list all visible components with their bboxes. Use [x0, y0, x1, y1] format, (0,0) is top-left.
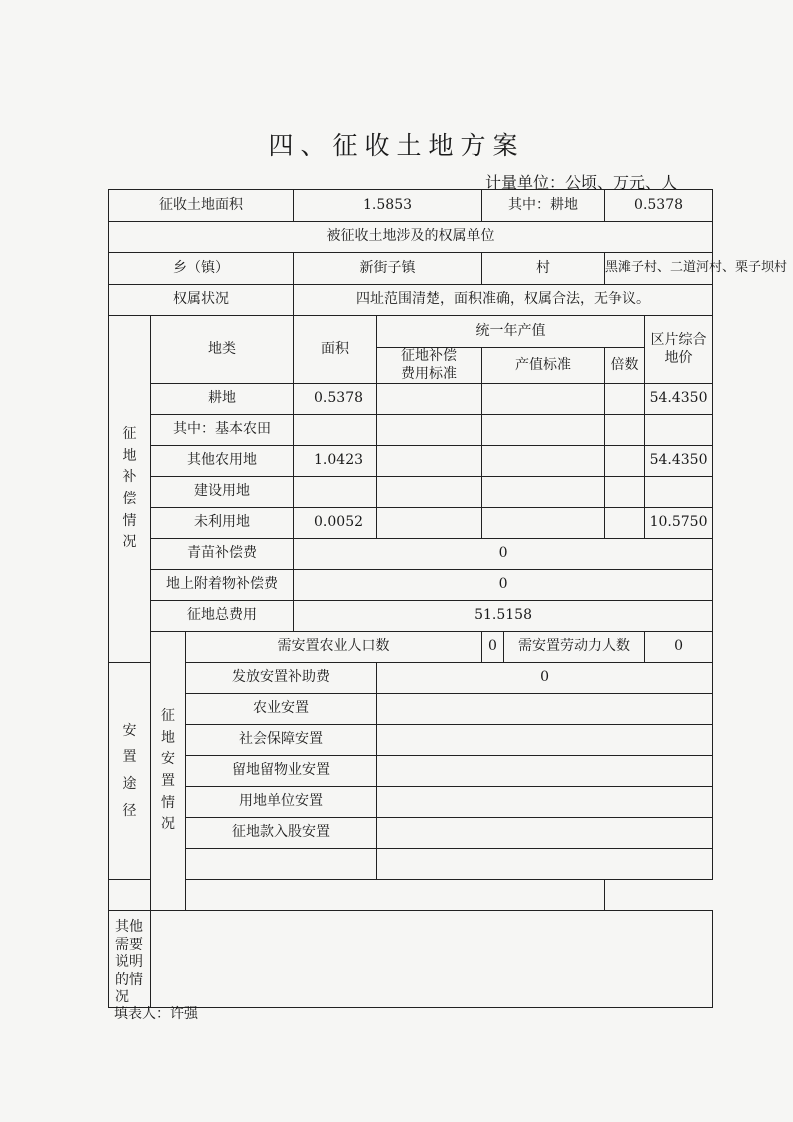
table-row [109, 477, 713, 508]
header-multiple: 倍数 [605, 348, 645, 384]
labor-label: 需安置劳动力人数 [504, 632, 645, 663]
table-row [109, 384, 713, 415]
item-value [377, 818, 713, 849]
header-land-type: 地类 [151, 316, 294, 384]
item-value [377, 725, 713, 756]
row-town [109, 253, 713, 285]
item-label: 社会保障安置 [186, 725, 377, 756]
multiple [605, 415, 645, 446]
ownership-header: 被征收土地涉及的权属单位 [109, 222, 713, 253]
zone-price: 54.4350 [645, 384, 713, 415]
area [294, 415, 377, 446]
multiple [605, 477, 645, 508]
header-annual-output: 统一年产值 [377, 316, 645, 348]
page-title: 四、征收土地方案 [268, 131, 525, 160]
arable-label: 其中：耕地 [482, 190, 605, 222]
town-label: 乡（镇） [109, 253, 294, 285]
list-item [109, 787, 713, 818]
multiple [605, 384, 645, 415]
output-standard [482, 415, 605, 446]
village-label: 村 [482, 253, 605, 285]
pop-value: 0 [482, 632, 504, 663]
land-acquisition-table [108, 189, 788, 1008]
crop-value: 0 [294, 539, 713, 570]
list-item [109, 725, 713, 756]
other-value [151, 911, 713, 1008]
area-label: 征收土地面积 [109, 190, 294, 222]
header-fee-standard: 征地补偿 费用标准 [377, 348, 482, 384]
output-standard [482, 446, 605, 477]
area [294, 477, 377, 508]
output-standard [482, 384, 605, 415]
header-output-standard: 产值标准 [482, 348, 605, 384]
zone-price [645, 477, 713, 508]
total-row [109, 601, 713, 632]
item-label: 农业安置 [186, 694, 377, 725]
item-value [377, 694, 713, 725]
town-value: 新街子镇 [294, 253, 482, 285]
unit-label: 计量单位：公顷、万元、人 [484, 173, 677, 192]
land-type: 其中：基本农田 [151, 415, 294, 446]
fee-standard [377, 508, 482, 539]
attachment-label: 地上附着物补偿费 [151, 570, 294, 601]
attachment-value: 0 [294, 570, 713, 601]
filler-signature: 填表人：许强 [114, 1006, 198, 1022]
total-label: 征地总费用 [151, 601, 294, 632]
list-item [109, 849, 713, 880]
item-value [377, 849, 713, 880]
area: 0.5378 [294, 384, 377, 415]
zone-price: 54.4350 [645, 446, 713, 477]
item-label: 留地留物业安置 [186, 756, 377, 787]
fee-standard [377, 446, 482, 477]
item-value [377, 756, 713, 787]
list-item [109, 663, 713, 694]
crop-label: 青苗补偿费 [151, 539, 294, 570]
zone-price: 10.5750 [645, 508, 713, 539]
item-value [377, 787, 713, 818]
resettlement-blank [109, 880, 605, 911]
fee-standard [377, 384, 482, 415]
output-standard [482, 508, 605, 539]
list-item [109, 818, 713, 849]
multiple [605, 446, 645, 477]
attachment-row [109, 570, 713, 601]
total-value: 51.5158 [294, 601, 713, 632]
item-value: 0 [377, 663, 713, 694]
header-area: 面积 [294, 316, 377, 384]
resettlement-section-label: 征 地 安 置 情 况 [151, 632, 186, 911]
multiple [605, 508, 645, 539]
land-type: 其他农用地 [151, 446, 294, 477]
table-row [109, 446, 713, 477]
village-value: 黑滩子村、二道河村、栗子坝村 [605, 253, 713, 285]
area-value: 1.5853 [294, 190, 482, 222]
fee-standard [377, 477, 482, 508]
table-row [109, 415, 713, 446]
item-label: 发放安置补助费 [186, 663, 377, 694]
crop-row [109, 539, 713, 570]
status-label: 权属状况 [109, 285, 294, 316]
arable-value: 0.5378 [605, 190, 713, 222]
labor-value: 0 [645, 632, 713, 663]
row-status [109, 285, 713, 316]
fee-standard [377, 415, 482, 446]
other-label: 其他 需要 说明 的情 况 [109, 911, 151, 1008]
table-row [109, 508, 713, 539]
row-area [109, 190, 713, 222]
output-standard [482, 477, 605, 508]
list-item [109, 694, 713, 725]
land-type: 未利用地 [151, 508, 294, 539]
item-label: 用地单位安置 [186, 787, 377, 818]
area: 0.0052 [294, 508, 377, 539]
channel-label: 安 置 途 径 [109, 663, 151, 880]
item-label [186, 849, 377, 880]
list-item [109, 756, 713, 787]
land-type: 建设用地 [151, 477, 294, 508]
header-zone-price: 区片综合 地价 [645, 316, 713, 384]
other-row [109, 911, 713, 1008]
compensation-section-label: 征 地 补 偿 情 况 [109, 316, 151, 663]
zone-price [645, 415, 713, 446]
land-type: 耕地 [151, 384, 294, 415]
pop-label: 需安置农业人口数 [186, 632, 482, 663]
item-label: 征地款入股安置 [186, 818, 377, 849]
status-value: 四址范围清楚，面积准确，权属合法，无争议。 [294, 285, 713, 316]
area: 1.0423 [294, 446, 377, 477]
